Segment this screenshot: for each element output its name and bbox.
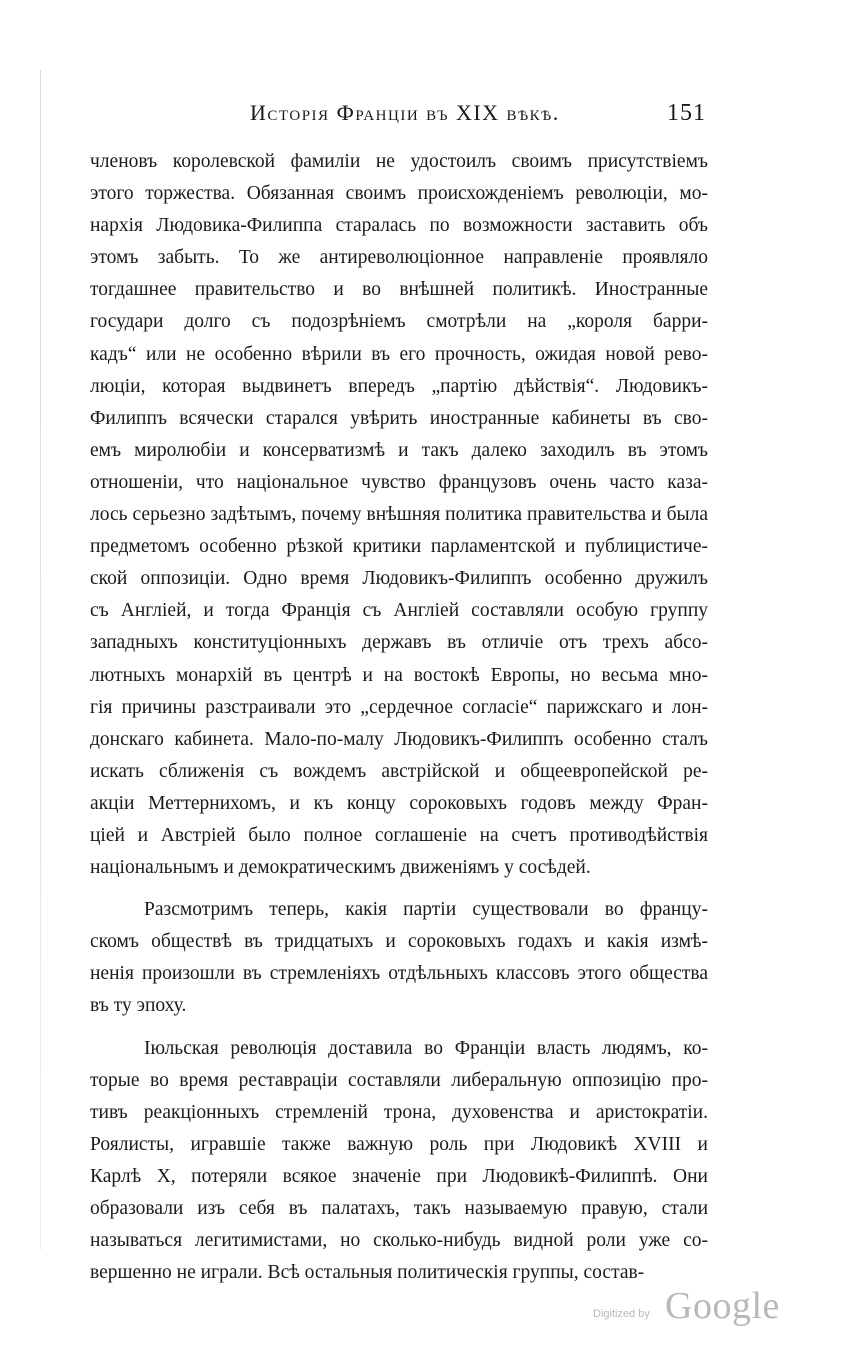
text-line: лютныхъ монархій въ центрѣ и на востокѣ Европы, но весьма мно- [90,664,708,686]
paragraph [90,894,708,1022]
text-line: торые во время реставраціи составляли либеральную оппозицію про- [90,1069,708,1091]
text-line: вершенно не играли. Всѣ остальныя политическія группы, состав- [90,1262,645,1284]
text-line: ціей и Австріей было полное соглашеніе на счетъ противодѣйствія [90,824,708,846]
text-line: гія причины разстраивали это „сердечное согласіе“ парижскаго и лон- [90,696,708,718]
digitized-by-watermark [593,1268,780,1328]
text-line: отношеніи, что національное чувство французовъ очень часто каза- [90,471,708,493]
text-line: этого торжества. Обязанная своимъ происхожденіемъ революціи, мо- [90,183,708,205]
text-line: членовъ королевской фамиліи не удостоилъ своимъ присутствіемъ [90,151,708,172]
text-line: кадъ“ или не особенно вѣрили въ его прочность, ожидая новой рево- [90,343,708,365]
text-line: національнымъ и демократическимъ движеніямъ у сосѣдей. [90,857,591,879]
text-line: скомъ обществѣ въ тридцатыхъ и сороковыхъ годахъ и какія измѣ- [90,931,708,953]
watermark-brand: Google [665,1285,780,1327]
text-line: тивъ реакціонныхъ стремленій трона, духовенства и аристократіи. [90,1101,708,1123]
text-line: Карлѣ X, потеряли всякое значеніе при Людовикѣ-Филиппѣ. Они [90,1165,708,1187]
text-line: емъ миролюбіи и консерватизмѣ и такъ далеко заходилъ въ этомъ [90,439,708,461]
paragraph-gap [90,884,708,894]
body-text [90,146,708,1289]
paragraph [90,146,708,884]
text-line: ской оппозиціи. Одно время Людовикъ-Филиппъ особенно дружилъ [90,568,708,590]
text-line: Роялисты, игравшіе также важную роль при Людовикѣ XVIII и [90,1133,708,1155]
text-line: Іюльская революція доставила во Франціи власть людямъ, ко- [144,1037,708,1059]
text-line: акціи Меттернихомъ, и къ концу сороковыхъ годовъ между Фран- [90,792,708,814]
text-line: тогдашнее правительство и во внѣшней политикѣ. Иностранные [90,279,708,301]
paragraph-gap [90,1023,708,1033]
text-line: государи долго съ подозрѣніемъ смотрѣли на „короля барри- [90,311,708,333]
text-line: ненія произошли въ стремленіяхъ отдѣльныхъ классовъ этого общества [90,963,708,985]
text-line: Разсмотримъ теперь, какія партіи существовали во францу- [144,899,708,921]
text-line: въ ту эпоху. [90,995,187,1017]
text-line: искать сближенія съ вождемъ австрійской и общеевропейской ре- [90,760,708,782]
running-title: Исторія Франціи въ XIX вѣкѣ. [250,100,560,125]
text-line: называться легитимистами, но сколько-нибудь видной роли уже со- [90,1230,708,1252]
running-head [90,100,710,136]
text-line: западныхъ конституціонныхъ державъ въ отличіе отъ трехъ абсо- [90,632,708,654]
text-line: люціи, которая выдвинетъ впередъ „партію дѣйствія“. Людовикъ- [90,375,708,397]
text-line: Филиппъ всячески старался увѣрить иностранные кабинеты въ сво- [90,407,708,429]
text-line: съ Англіей, и тогда Франція съ Англіей составляли особую группу [90,600,708,622]
text-line: нархія Людовика-Филиппа старалась по возможности заставить объ [90,215,708,237]
page-number: 151 [667,100,706,126]
text-line: предметомъ особенно рѣзкой критики парламентской и публицистиче- [90,536,708,558]
watermark-prefix: Digitized by [593,1308,650,1320]
page-edge-line [40,70,41,1250]
text-line: образовали изъ себя въ палатахъ, такъ называемую правую, стали [90,1198,708,1219]
text-line: этомъ забыть. То же антиреволюціонное направленіе проявляло [90,247,708,269]
paragraph [90,1033,708,1290]
text-line: лось серьезно задѣтымъ, почему внѣшняя политика правительства и была [90,504,708,526]
text-line: донскаго кабинета. Мало-по-малу Людовикъ-Филиппъ особенно сталъ [90,728,708,750]
